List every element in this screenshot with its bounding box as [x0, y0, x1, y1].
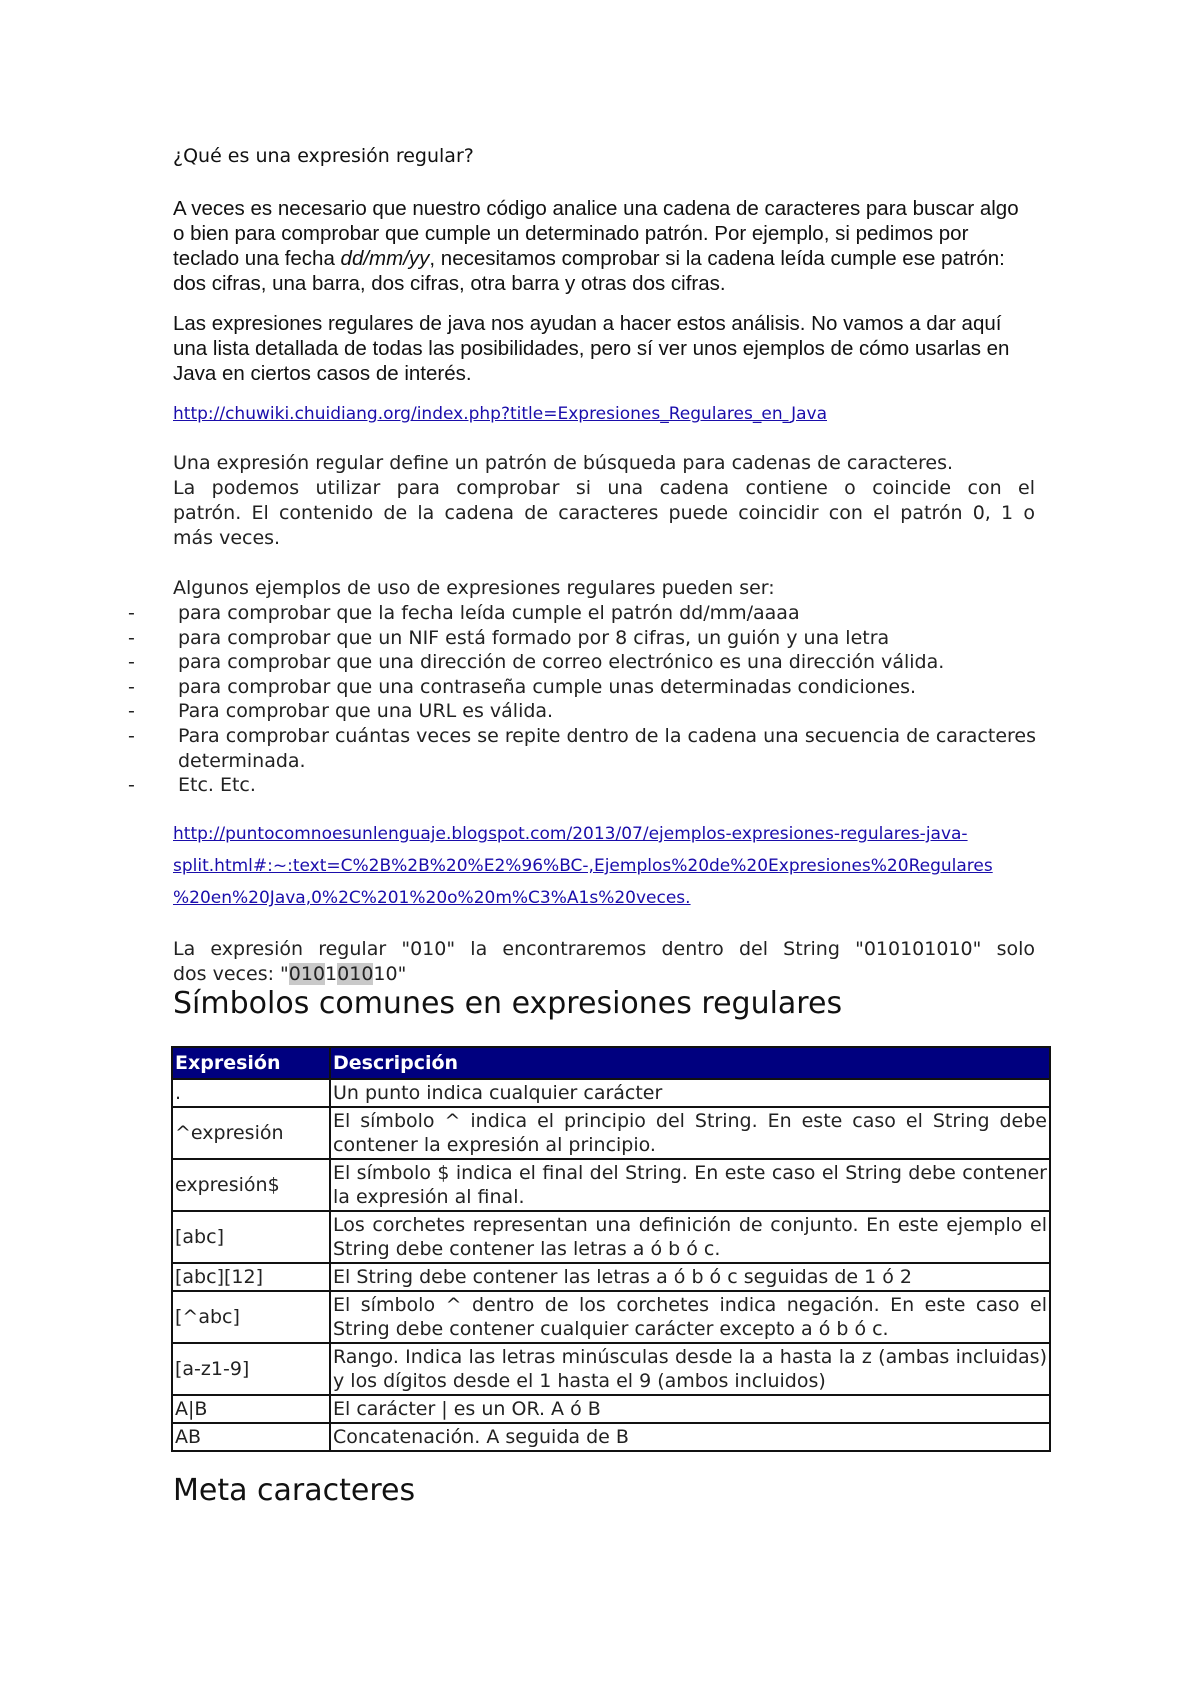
- description-cell: El símbolo ^ dentro de los corchetes indica negación. En este caso el String debe contener cualquier carácter excepto a ó b ó c.: [330, 1291, 1050, 1343]
- expression-cell: [^abc]: [172, 1291, 330, 1343]
- table-row: [172, 1079, 1050, 1107]
- description-cell: Rango. Indica las letras minúsculas desde la a hasta la z (ambas incluidas) y los dígitos desde el 1 hasta el 9 (ambos incluidos): [330, 1343, 1050, 1395]
- question-title: ¿Qué es una expresión regular?: [173, 145, 474, 167]
- chuwiki-link[interactable]: http://chuwiki.chuidiang.org/index.php?title=Expresiones_Regulares_en_Java: [173, 404, 828, 424]
- expression-cell: A|B: [172, 1395, 330, 1423]
- table-row: [172, 1211, 1050, 1263]
- description-cell: El carácter | es un OR. A ó B: [330, 1395, 1050, 1423]
- description-cell: El símbolo ^ indica el principio del String. En este caso el String debe contener la expresión al principio.: [330, 1107, 1050, 1159]
- expression-cell: ^expresión: [172, 1107, 330, 1159]
- list-item-text: para comprobar que la fecha leída cumple el patrón dd/mm/aaaa: [178, 602, 800, 624]
- table-row: [172, 1291, 1050, 1343]
- date-pattern-italic: dd/mm/yy: [340, 247, 430, 270]
- list-item: [128, 773, 1036, 798]
- expression-cell: [abc][12]: [172, 1263, 330, 1291]
- list-item-text: para comprobar que una dirección de correo electrónico es una dirección válida.: [178, 651, 945, 674]
- string-example-line-2: [173, 962, 1035, 987]
- examples-intro: Algunos ejemplos de uso de expresiones regulares pueden ser:: [173, 577, 775, 599]
- list-item: [128, 675, 1036, 700]
- expression-cell: AB: [172, 1423, 330, 1451]
- table-row: [172, 1263, 1050, 1291]
- match-highlight-2: 010: [337, 963, 374, 985]
- table-row: [172, 1107, 1050, 1159]
- string-example-suffix: 10": [373, 963, 407, 985]
- bullet-dash: -: [128, 774, 135, 797]
- intro-paragraph-1: [173, 196, 1035, 296]
- list-item: [128, 724, 1036, 773]
- header-expression: Expresión: [172, 1047, 330, 1079]
- list-item: [128, 650, 1036, 675]
- description-cell: El símbolo $ indica el final del String. En este caso el String debe contener la expresión al final.: [330, 1159, 1050, 1211]
- meta-characters-heading: Meta caracteres: [173, 1473, 416, 1508]
- intro-text-start: A veces es necesario que nuestro código analice una cadena de caracteres para buscar algo o bien para comprobar que cumple un determinado patrón. Por ejemplo, si pedimos por teclado una fecha: [173, 197, 1019, 270]
- symbols-heading: Símbolos comunes en expresiones regulares: [173, 986, 843, 1021]
- list-item: [128, 601, 1036, 626]
- list-item-text: Para comprobar que una URL es válida.: [178, 700, 554, 723]
- bullet-dash: -: [128, 724, 135, 747]
- intro-text-end: , necesitamos comprobar si la cadena leída cumple ese patrón: dos cifras, una barra, dos cifras, otra barra y otras dos cifras.: [173, 247, 1005, 295]
- regex-symbols-table: [171, 1046, 1051, 1452]
- string-example-paragraph: [173, 937, 1035, 987]
- definition-line-1: Una expresión regular define un patrón de búsqueda para cadenas de caracteres.: [173, 452, 954, 474]
- definition-line-3: patrón. El contenido de la cadena de caracteres puede coincidir con el patrón 0, 1 o: [173, 502, 1035, 524]
- header-description: Descripción: [330, 1047, 1050, 1079]
- expression-cell: [a-z1-9]: [172, 1343, 330, 1395]
- bullet-dash: -: [128, 602, 135, 624]
- string-example-prefix: dos veces: ": [173, 963, 289, 985]
- table-row: [172, 1159, 1050, 1211]
- string-example-line-1: La expresión regular "010" la encontraremos dentro del String "010101010" solo: [173, 938, 1035, 960]
- description-cell: Un punto indica cualquier carácter: [330, 1079, 1050, 1107]
- list-item-text: para comprobar que una contraseña cumple unas determinadas condiciones.: [178, 675, 917, 698]
- table-row: [172, 1343, 1050, 1395]
- list-item: [128, 626, 1036, 651]
- bullet-dash: -: [128, 651, 135, 674]
- intro-paragraph-2: Las expresiones regulares de java nos ayudan a hacer estos análisis. No vamos a dar aquí una lista detallada de todas las posibilidades, pero sí ver unos ejemplos de cómo usarlas en Java en ciertos casos de interés.: [173, 312, 1010, 385]
- bullet-dash: -: [128, 626, 135, 649]
- blogspot-link-line-3[interactable]: %20en%20Java,0%2C%201%20o%20m%C3%A1s%20veces.: [173, 888, 691, 908]
- string-example-mid: 1: [325, 963, 338, 985]
- expression-cell: [abc]: [172, 1211, 330, 1263]
- definition-line-4: más veces.: [173, 527, 281, 549]
- expression-cell: expresión$: [172, 1159, 330, 1211]
- definition-paragraph: [173, 451, 1035, 551]
- description-cell: El String debe contener las letras a ó b ó c seguidas de 1 ó 2: [330, 1263, 1050, 1291]
- expression-cell: .: [172, 1079, 330, 1107]
- description-cell: Concatenación. A seguida de B: [330, 1423, 1050, 1451]
- blogspot-link-line-2[interactable]: split.html#:~:text=C%2B%2B%20%E2%96%BC-,Ejemplos%20de%20Expresiones%20Regulares: [173, 856, 993, 876]
- list-item-text: Etc. Etc.: [178, 774, 256, 797]
- examples-list: [128, 601, 1036, 798]
- definition-line-2: La podemos utilizar para comprobar si una cadena contiene o coincide con el: [173, 477, 1035, 499]
- blogspot-link-line-1[interactable]: http://puntocomnoesunlenguaje.blogspot.com/2013/07/ejemplos-expresiones-regulares-java-: [173, 824, 968, 844]
- table-row: [172, 1423, 1050, 1451]
- list-item-text: Para comprobar cuántas veces se repite dentro de la cadena una secuencia de caracteres determinada.: [178, 724, 1036, 772]
- list-item-text: para comprobar que un NIF está formado por 8 cifras, un guión y una letra: [178, 626, 890, 649]
- table-row: [172, 1395, 1050, 1423]
- bullet-dash: -: [128, 675, 135, 698]
- description-cell: Los corchetes representan una definición de conjunto. En este ejemplo el String debe contener las letras a ó b ó c.: [330, 1211, 1050, 1263]
- list-item: [128, 699, 1036, 724]
- match-highlight-1: 010: [288, 963, 326, 985]
- bullet-dash: -: [128, 700, 135, 723]
- table-header-row: [172, 1047, 1050, 1079]
